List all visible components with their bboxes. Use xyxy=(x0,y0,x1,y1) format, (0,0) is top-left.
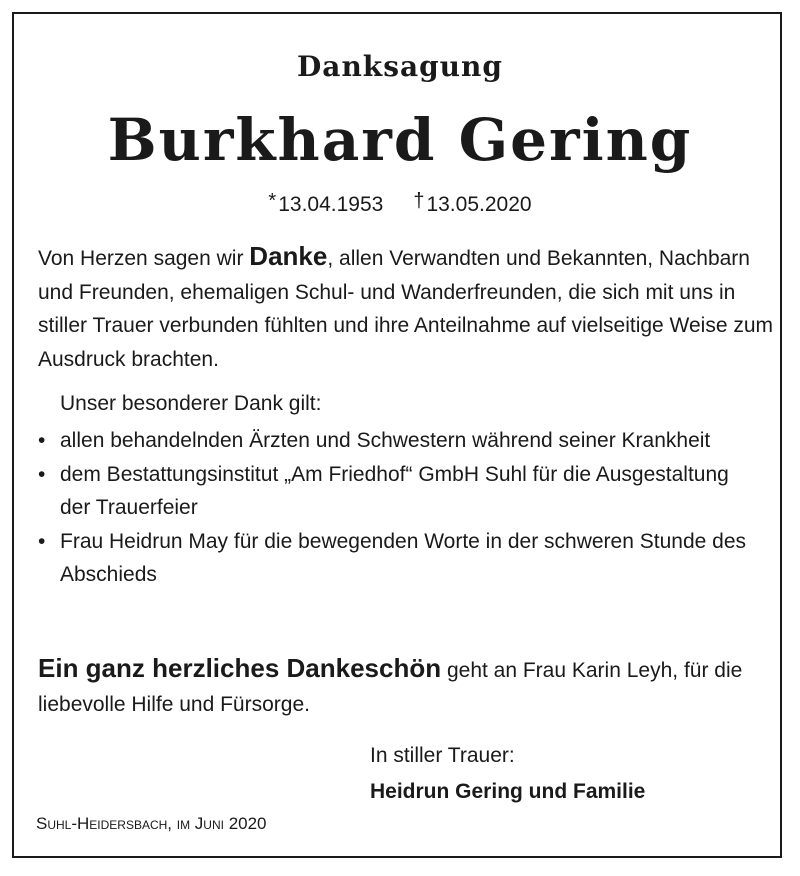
life-dates xyxy=(0,190,800,217)
birth-date: 13.04.1953 xyxy=(278,193,384,216)
signature xyxy=(370,738,645,810)
intro-lead: Von Herzen sagen wir xyxy=(38,247,250,270)
bullet-icon: • xyxy=(38,429,46,452)
death-date: 13.05.2020 xyxy=(426,193,532,216)
intro-emphasis: Danke xyxy=(249,241,328,271)
bullet-icon: • xyxy=(38,529,46,553)
cross-icon: † xyxy=(413,190,425,212)
list-item: • Frau Heidrun May für die bewegenden Worte in der schweren Stunde des Abschieds xyxy=(38,525,758,592)
signature-family: Heidrun Gering und Familie xyxy=(370,780,646,803)
signature-line: In stiller Trauer: xyxy=(370,744,515,767)
special-thanks-label: Unser besonderer Dank gilt: xyxy=(60,392,322,415)
birth-symbol: * xyxy=(268,190,277,212)
closing-rest: geht an Frau Karin Leyh, für die liebevolle Hilfe und Fürsorge. xyxy=(38,659,743,716)
closing-emphasis: Ein ganz herzliches Dankeschön xyxy=(38,653,442,683)
closing-paragraph xyxy=(38,652,778,721)
thanks-list xyxy=(38,424,758,592)
heading-thanks: Danksagung xyxy=(297,50,503,83)
deceased-name: Burkhard Gering xyxy=(107,106,693,174)
list-item: • allen behandelnden Ärzten und Schwestern während seiner Krankheit xyxy=(38,424,758,458)
bullet-icon: • xyxy=(38,462,46,486)
list-item: • dem Bestattungsinstitut „Am Friedhof“ GmbH Suhl für die Ausgestaltung der Trauerfeier xyxy=(38,458,758,525)
intro-rest: , allen Verwandten und Bekannten, Nachbarn und Freunden, ehemaligen Schul- und Wanderfreunden, die sich mit uns in stiller Trauer verbunden fühlten und ihre Anteilnahme auf vielseitige Weise zum Ausdruck brachten. xyxy=(38,247,774,371)
place-date: Suhl-Heidersbach, im Juni 2020 xyxy=(36,814,267,833)
intro-paragraph xyxy=(38,240,778,376)
